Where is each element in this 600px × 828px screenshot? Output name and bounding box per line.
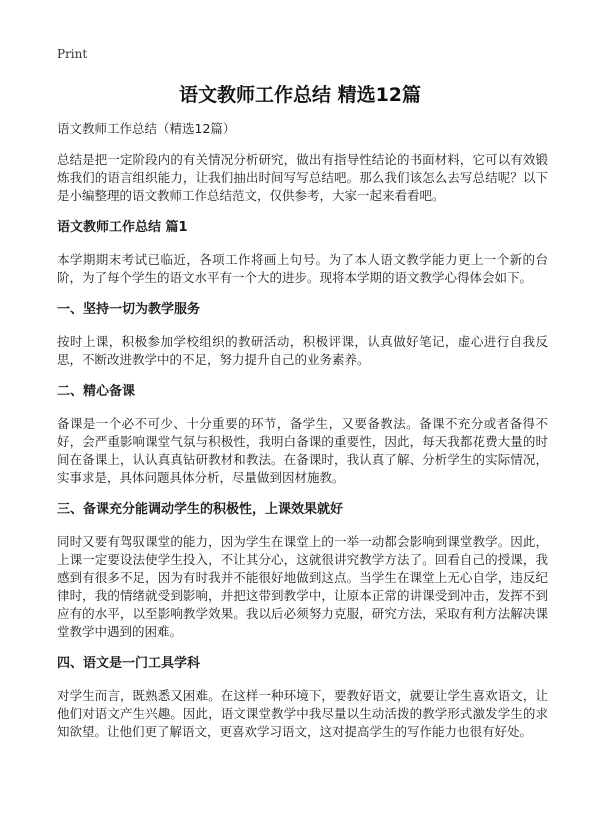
article-heading: 语文教师工作总结 篇1: [57, 220, 188, 235]
section-heading-4: 四、语文是一门工具学科: [57, 656, 201, 671]
article-subtitle: 语文教师工作总结（精选12篇）: [57, 121, 236, 136]
print-link[interactable]: Print: [57, 47, 88, 61]
article-intro-paragraph: 本学期期末考试已临近，各项工作将画上句号。为了本人语文教学能力更上一个新的台阶，为了每个学生的语文水平有一个大的进步。现将本学期的语文教学心得体会如下。: [57, 252, 548, 285]
article-content: [57, 120, 548, 755]
section-body-1: 按时上课，积极参加学校组织的教研活动，积极评课，认真做好笔记，虚心进行自我反思，不断改进教学中的不足，努力提升自己的业务素养。: [57, 334, 548, 367]
section-body-3: 同时又要有驾驭课堂的能力，因为学生在课堂上的一举一动都会影响到课堂教学。因此，上课一定要设法使学生投入，不让其分心，这就很讲究教学方法了。回看自己的授课，我感到有很多不足，因为有时我并不能很好地做到这点。当学生在课堂上无心自学，违反纪律时，我的情绪就受到影响，并把这带到教学中，让原本正常的讲课受到冲击，发挥不到应有的水平，以至影响教学效果。我以后必须努力克服，研究方法，采取有利方法解决课堂教学中遇到的困难。: [57, 534, 548, 639]
section-heading-1: 一、坚持一切为教学服务: [57, 302, 201, 317]
section-heading-2: 二、精心备课: [57, 384, 136, 399]
section-body-4: 对学生而言，既熟悉又困难。在这样一种环境下，要教好语文，就要让学生喜欢语文，让他们对语文产生兴趣。因此，语文课堂教学中我尽量以生动活拨的教学形式激发学生的求知欲望。让他们更了解语文，更喜欢学习语文，这对提高学生的写作能力也很有好处。: [57, 688, 548, 739]
section-heading-3: 三、备课充分能调动学生的积极性，上课效果就好: [57, 502, 344, 517]
page-title: 语文教师工作总结 精选12篇: [178, 84, 422, 106]
section-body-2: 备课是一个必不可少、十分重要的环节，备学生，又要备教法。备课不充分或者备得不好，会严重影响课堂气氛与积极性，我明白备课的重要性，因此，每天我都花费大量的时间在备课上，认认真真钻研教材和教法。在备课时，我认真了解、分析学生的实际情况，实事求是，具体问题具体分析，尽量做到因材施教。: [57, 416, 548, 485]
intro-paragraph: 总结是把一定阶段内的有关情况分析研究，做出有指导性结论的书面材料，它可以有效锻炼我们的语言组织能力，让我们抽出时间写写总结吧。那么我们该怎么去写总结呢？以下是小编整理的语文教师工作总结范文，仅供参考，大家一起来看看吧。: [57, 152, 548, 203]
